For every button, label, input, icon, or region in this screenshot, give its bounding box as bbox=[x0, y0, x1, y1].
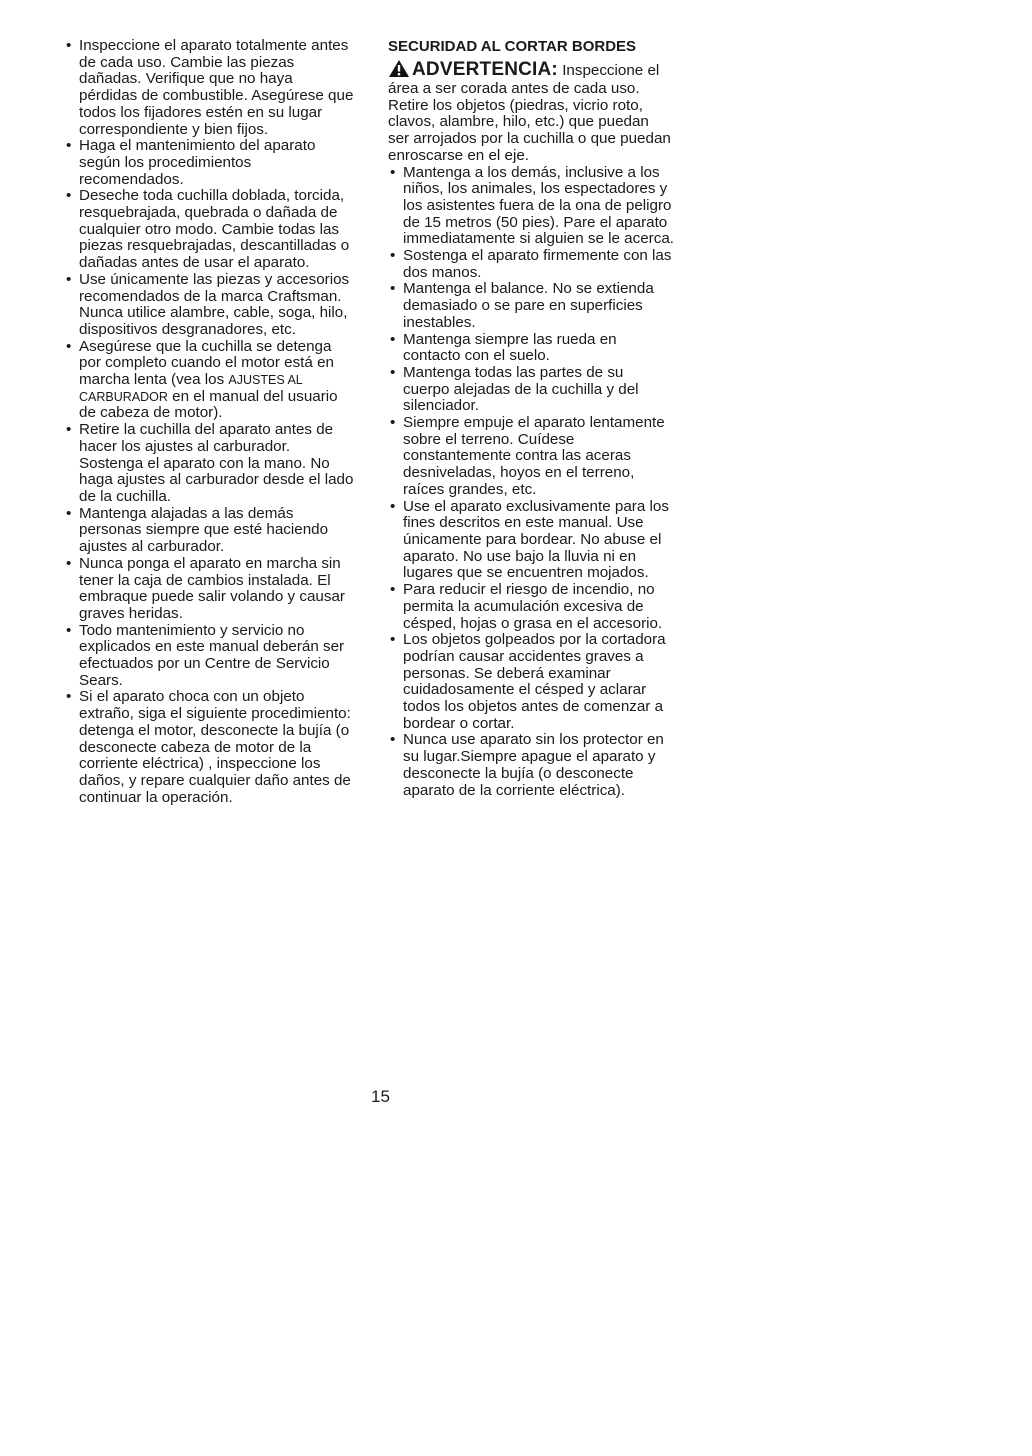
list-item: • Los objetos golpeados por la cortadora podrían causar accidentes graves a personas. Se deberá examinar cuidadosamente el césped y aclarar todos los objetos antes de comenzar a bordear o cortar. bbox=[388, 632, 674, 732]
list-item: • Use únicamente las piezas y accesorios recomendados de la marca Craftsman. Nunca utilice alambre, cable, soga, hilo, dispositivos desgranadores, etc. bbox=[64, 272, 354, 339]
safety-list-edging bbox=[388, 165, 674, 800]
left-column bbox=[64, 38, 354, 806]
list-item: • Nunca use aparato sin los protector en su lugar.Siempre apague el aparato y desconecte la bujía (o desconecte aparato de la corriente eléctrica). bbox=[388, 732, 674, 799]
warning-triangle-icon bbox=[388, 59, 410, 78]
list-item: • Mantenga siempre las rueda en contacto con el suelo. bbox=[388, 332, 674, 365]
safety-list-general bbox=[64, 38, 354, 806]
warning-paragraph bbox=[388, 59, 674, 165]
list-item: • Use el aparato exclusivamente para los fines descritos en este manual. Use únicamente para bordear. No abuse el aparato. No use bajo la lluvia ni en lugares que se encuentren mojados. bbox=[388, 499, 674, 583]
warning-text: Inspeccione el área a ser corada antes de cada uso. Retire los objetos (piedras, vicrio roto, clavos, alambre, hilo, etc.) que puedan ser arrojados por la cuchilla o que puedan enroscarse en el eje. bbox=[388, 62, 671, 164]
warning-label: ADVERTENCIA: bbox=[412, 59, 558, 80]
list-item: • Haga el mantenimiento del aparato según los procedimientos recomendados. bbox=[64, 138, 354, 188]
list-item: • Inspeccione el aparato totalmente antes de cada uso. Cambie las piezas dañadas. Verifique que no haya pérdidas de combustible. Asegúrese que todos los fijadores estén en su lugar correspondiente y bien fijos. bbox=[64, 38, 354, 138]
list-item: • Todo mantenimiento y servicio no explicados en este manual deberán ser efectuados por un Centre de Servicio Sears. bbox=[64, 623, 354, 690]
carburetor-settings-reference: AJUSTES AL CARBURADOR bbox=[79, 373, 303, 404]
list-item: • Mantenga el balance. No se extienda demasiado o se pare en superficies inestables. bbox=[388, 281, 674, 331]
list-item: • Mantenga todas las partes de su cuerpo alejadas de la cuchilla y del silenciador. bbox=[388, 365, 674, 415]
list-item: • Mantenga a los demás, inclusive a los niños, los animales, los espectadores y los asistentes fuera de la ona de peligro de 15 metros (50 pies). Pare el aparato immediatamente si alguien se le acerca. bbox=[388, 165, 674, 249]
list-item-text: en el manual del usuario de cabeza de motor). bbox=[79, 387, 338, 422]
list-item-text: Asegúrese que la cuchilla se detenga por completo cuando el motor está en marcha lenta (vea los bbox=[79, 337, 334, 389]
list-item: • Deseche toda cuchilla doblada, torcida, resquebrajada, quebrada o dañada de cualquier otro modo. Cambie todas las piezas resquebrajadas, descantilladas o dañadas antes de usar el aparato. bbox=[64, 188, 354, 272]
list-item bbox=[64, 339, 354, 423]
page-number: 15 bbox=[371, 1087, 390, 1106]
list-item: • Si el aparato choca con un objeto extraño, siga el siguiente procedimiento: detenga el motor, desconecte la bujía (o desconecte cabeza de motor de la corriente eléctrica) , inspeccione los daños, y repare cualquier daño antes de continuar la operación. bbox=[64, 689, 354, 806]
list-item: • Nunca ponga el aparato en marcha sin tener la caja de cambios instalada. El embraque puede salir volando y causar graves heridas. bbox=[64, 556, 354, 623]
right-column bbox=[388, 38, 674, 799]
section-title: SECURIDAD AL CORTAR BORDES bbox=[388, 38, 637, 55]
list-item: • Mantenga alajadas a las demás personas siempre que esté haciendo ajustes al carburador. bbox=[64, 506, 354, 556]
list-item: • Siempre empuje el aparato lentamente sobre el terreno. Cuídese constantemente contra las aceras desniveladas, hoyos en el terreno, raíces grandes, etc. bbox=[388, 415, 674, 499]
list-item: • Para reducir el riesgo de incendio, no permita la acumulación excesiva de césped, hojas o grasa en el accesorio. bbox=[388, 582, 674, 632]
list-item: • Retire la cuchilla del aparato antes de hacer los ajustes al carburador. Sostenga el aparato con la mano. No haga ajustes al carburador desde el lado de la cuchilla. bbox=[64, 422, 354, 506]
list-item: • Sostenga el aparato firmemente con las dos manos. bbox=[388, 248, 674, 281]
